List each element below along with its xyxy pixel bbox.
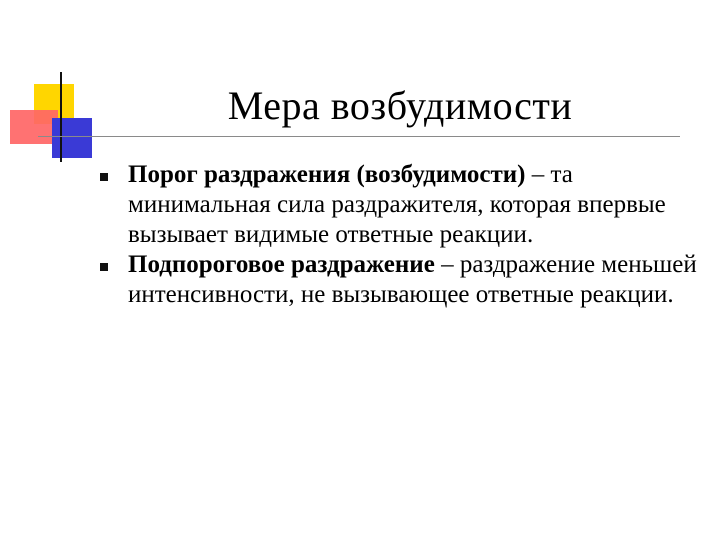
vertical-line — [60, 72, 62, 162]
title-divider — [38, 136, 680, 137]
slide-title: Мера возбудимости — [227, 83, 573, 128]
bullet-list — [96, 160, 706, 310]
bullet-text: – раздражение меньшей интенсивности, не вызывающее ответные реакции. — [128, 251, 697, 308]
blue-square — [52, 118, 92, 158]
decorative-squares — [0, 0, 110, 170]
square-bullet-icon — [100, 263, 108, 271]
bullet-term: Подпороговое раздражение — [128, 251, 435, 278]
bullet-text: – та минимальная сила раздражителя, которая впервые вызывает видимые ответные реакции. — [128, 161, 666, 248]
bullet-item-threshold — [96, 160, 706, 250]
bullet-item-subthreshold — [96, 250, 706, 310]
red-square — [10, 110, 58, 144]
bullet-term: Порог раздражения (возбудимости) — [128, 161, 526, 188]
square-bullet-icon — [100, 173, 108, 181]
